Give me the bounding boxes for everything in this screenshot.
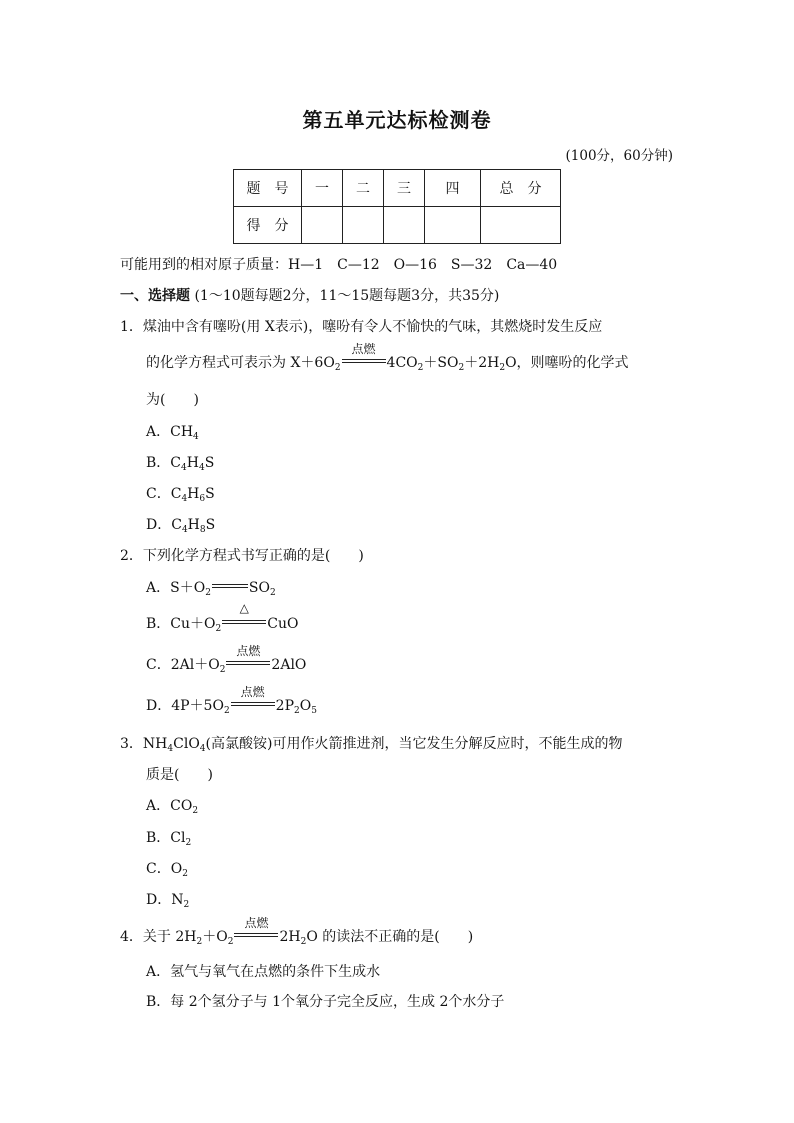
equation-text: O，则噻吩的化学式 (505, 355, 629, 371)
question-3-line-1: 3．$NH_4ClO_4$(高氯酸铵)可用作火箭推进剂，当它发生分解反应时，不能生成的物 (120, 736, 623, 754)
score-table (233, 169, 561, 244)
reaction-arrow (342, 342, 386, 367)
score-header-total: 总 分 (481, 170, 561, 207)
atomic-masses: 可能用到的相对原子质量：H—1 C—12 O—16 S—32 Ca—40 (120, 257, 558, 273)
option-text: B．Cl (146, 830, 186, 846)
option-text: D．N (146, 892, 184, 908)
option-text: C．O (146, 861, 183, 877)
reaction-arrow (226, 644, 270, 669)
score-cell-total[interactable] (481, 207, 561, 244)
reaction-arrow (231, 685, 275, 710)
equation-text: ＋SO (423, 355, 459, 371)
question-text: ＋O (202, 929, 228, 945)
section-note: (1～10题每题2分，11～15题每题3分，共35分) (194, 288, 500, 304)
reaction-condition: 点燃 (244, 916, 269, 930)
option-text: D．C (146, 517, 182, 533)
question-4-stem: 4．关于 $2H_2+O_2$ 点燃 $2H_2O$ 的读法不正确的是( ) (120, 916, 474, 947)
reaction-condition: 点燃 (236, 644, 261, 658)
question-number: 4． (120, 929, 143, 945)
option-b[interactable]: B．每 2个氢分子与 1个氧分子完全反应，生成 2个水分子 (146, 994, 505, 1010)
option-d[interactable]: D．$C_4H_8S$ (146, 517, 216, 535)
reaction-condition: 点燃 (351, 342, 376, 356)
reaction-arrow (234, 916, 278, 941)
question-text: 关于 2H (142, 929, 197, 945)
option-b[interactable]: B．$C_4H_4S$ (146, 455, 215, 473)
score-header-3: 三 (384, 170, 425, 207)
score-cell[interactable] (343, 207, 384, 244)
score-cell[interactable] (302, 207, 343, 244)
option-text: A．CH (146, 424, 194, 440)
option-c[interactable]: C．$O_2$ (146, 861, 188, 879)
score-header-2: 二 (343, 170, 384, 207)
option-a[interactable]: A．$CO_2$ (146, 798, 199, 816)
equation-text: 4CO (386, 355, 418, 371)
option-b[interactable]: B．$Cu+O_2$ △ CuO (146, 601, 299, 634)
score-table-score-row (234, 207, 561, 244)
score-cell[interactable] (384, 207, 425, 244)
section-heading (120, 285, 499, 305)
question-3-line-2: 质是( ) (146, 767, 213, 783)
reaction-arrow (222, 601, 266, 628)
question-text: 2H (279, 929, 301, 945)
reaction-condition: 点燃 (240, 685, 265, 699)
option-text: D．4P＋5O (146, 698, 224, 714)
question-1-line-1 (120, 316, 602, 336)
question-number: 1． (120, 319, 143, 335)
section-title: 一、选择题 (120, 288, 190, 304)
option-text: C．2Al＋O (146, 657, 220, 673)
question-number: 3． (120, 736, 143, 752)
option-text: B．C (146, 455, 181, 471)
option-text: C．C (146, 486, 182, 502)
question-number: 2． (120, 548, 143, 564)
question-text: 下列化学方程式书写正确的是( ) (142, 548, 364, 564)
score-header-4: 四 (425, 170, 481, 207)
question-2-stem (120, 545, 364, 565)
equals-sign (212, 578, 248, 592)
question-text: ClO (173, 736, 200, 752)
score-cell[interactable] (425, 207, 481, 244)
option-c[interactable]: C．$C_4H_6S$ (146, 486, 215, 504)
question-1-line-2: 的化学方程式可表示为 $X+6O_2$ 点燃 $4CO_2+SO_2+2H_2O$，则噻吩的化学式 (146, 342, 629, 373)
option-text: A．S＋O (146, 580, 206, 596)
equation-text: ＋2H (464, 355, 500, 371)
page-title: 第五单元达标检测卷 (302, 108, 492, 132)
score-table-header-row (234, 170, 561, 207)
exam-meta: (100分，60分钟) (565, 148, 673, 164)
question-text: NH (142, 736, 168, 752)
option-b[interactable]: B．$Cl_2$ (146, 830, 192, 848)
score-header-1: 一 (302, 170, 343, 207)
equation-text: 的化学方程式可表示为 X＋6O (146, 355, 335, 371)
option-d[interactable]: D．$4P+5O_2$ 点燃 $2P_2O_5$ (146, 685, 317, 716)
heat-symbol: △ (239, 601, 249, 615)
question-text: (高氯酸铵)可用作火箭推进剂，当它发生分解反应时，不能生成的物 (205, 736, 623, 752)
option-d[interactable]: D．$N_2$ (146, 892, 190, 910)
option-text: B．Cu＋O (146, 616, 216, 632)
question-text: O 的读法不正确的是( ) (306, 929, 474, 945)
score-row-label: 得 分 (234, 207, 302, 244)
option-a[interactable]: A．$S+O_2$ $SO_2$ (146, 580, 276, 598)
option-c[interactable]: C．$2Al+O_2$ 点燃 2AlO (146, 644, 307, 675)
question-1-line-3: 为( ) (146, 392, 199, 408)
score-header-label: 题 号 (234, 170, 302, 207)
option-text: A．CO (146, 798, 193, 814)
option-a[interactable]: A．氢气与氧气在点燃的条件下生成水 (146, 964, 381, 980)
option-a[interactable]: A．$CH_4$ (146, 424, 199, 442)
question-text: 煤油中含有噻吩(用 X表示)，噻吩有令人不愉快的气味，其燃烧时发生反应 (142, 319, 603, 335)
